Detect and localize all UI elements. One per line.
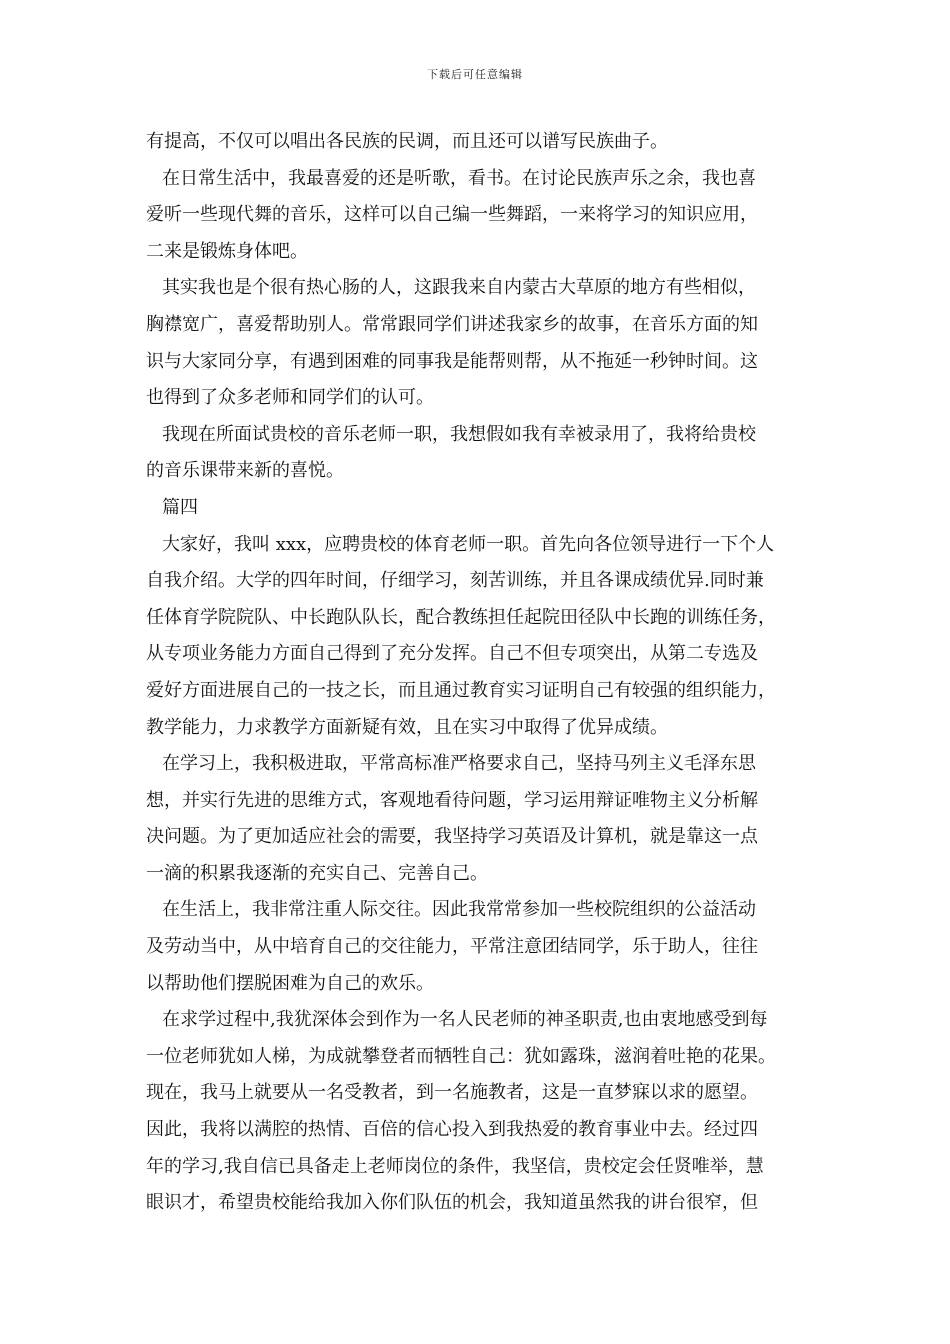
text-line: 其实我也是个很有热心肠的人，这跟我来自内蒙古大草原的地方有些相似， — [162, 277, 756, 299]
text-line: 二来是锻炼身体吧。 — [146, 240, 308, 262]
text-line: 的音乐课带来新的喜悦。 — [146, 460, 344, 482]
text-line: 在学习上，我积极进取，平常高标准严格要求自己，坚持马列主义毛泽东思 — [162, 753, 756, 775]
text-line: 年的学习,我自信已具备走上老师岗位的条件，我坚信，贵校定会任贤唯举，慧 — [146, 1155, 764, 1177]
text-line: 及劳动当中，从中培育自己的交往能力，平常注意团结同学，乐于助人，往往 — [146, 936, 758, 958]
text-line: 想，并实行先进的思维方式，客观地看待问题，学习运用辩证唯物主义分析解 — [146, 789, 758, 811]
text-line: 自我介绍。大学的四年时间，仔细学习，刻苦训练，并且各课成绩优异.同时兼 — [146, 570, 764, 592]
text-line: 在生活上，我非常注重人际交往。因此我常常参加一些校院组织的公益活动 — [162, 899, 756, 921]
text-line: 识与大家同分享，有遇到困难的同事我是能帮则帮，从不拖延一秒钟时间。这 — [146, 350, 758, 372]
text-line: 决问题。为了更加适应社会的需要，我坚持学习英语及计算机，就是靠这一点 — [146, 826, 758, 848]
text-line: 一滴的积累我逐渐的充实自己、完善自己。 — [146, 862, 488, 884]
text-line: 胸襟宽广，喜爱帮助别人。常常跟同学们讲述我家乡的故事，在音乐方面的知 — [146, 313, 758, 335]
document-body — [146, 124, 810, 1222]
text-line: 因此，我将以满腔的热情、百倍的信心投入到我热爱的教育事业中去。经过四 — [146, 1119, 758, 1141]
text-line: 在日常生活中，我最喜爱的还是听歌，看书。在讨论民族声乐之余，我也喜 — [162, 167, 756, 189]
text-line: 爱好方面进展自己的一技之长，而且通过教育实习证明自己有较强的组织能力， — [146, 679, 776, 701]
text-line: 大家好，我叫 xxx，应聘贵校的体育老师一职。首先向各位领导进行一下个人 — [162, 533, 775, 555]
text-line: 我现在所面试贵校的音乐老师一职，我想假如我有幸被录用了，我将给贵校 — [162, 423, 756, 445]
text-line: 一位老师犹如人梯，为成就攀登者而牺牲自己：犹如露珠，滋润着吐艳的花果。 — [146, 1045, 776, 1067]
text-line: 眼识才，希望贵校能给我加入你们队伍的机会，我知道虽然我的讲台很窄，但 — [146, 1192, 758, 1214]
text-line: 在求学过程中,我犹深体会到作为一名人民老师的神圣职责,也由衷地感受到每 — [162, 1009, 768, 1031]
text-line: 篇四 — [162, 496, 198, 518]
text-line: 以帮助他们摆脱困难为自己的欢乐。 — [146, 972, 434, 994]
text-line: 也得到了众多老师和同学们的认可。 — [146, 387, 434, 409]
text-line: 有提高，不仅可以唱出各民族的民调，而且还可以谱写民族曲子。 — [146, 131, 668, 152]
page-header: 下载后可任意编辑 — [427, 68, 523, 81]
text-line: 教学能力，力求教学方面新疑有效，且在实习中取得了优异成绩。 — [146, 716, 668, 738]
text-line: 爱听一些现代舞的音乐，这样可以自己编一些舞蹈，一来将学习的知识应用， — [146, 204, 758, 226]
text-line: 现在，我马上就要从一名受教者，到一名施教者，这是一直梦寐以求的愿望。 — [146, 1082, 758, 1104]
text-line: 任体育学院院队、中长跑队队长，配合教练担任起院田径队中长跑的训练任务， — [146, 606, 776, 628]
text-line: 从专项业务能力方面自己得到了充分发挥。自己不但专项突出，从第二专选及 — [146, 643, 758, 665]
